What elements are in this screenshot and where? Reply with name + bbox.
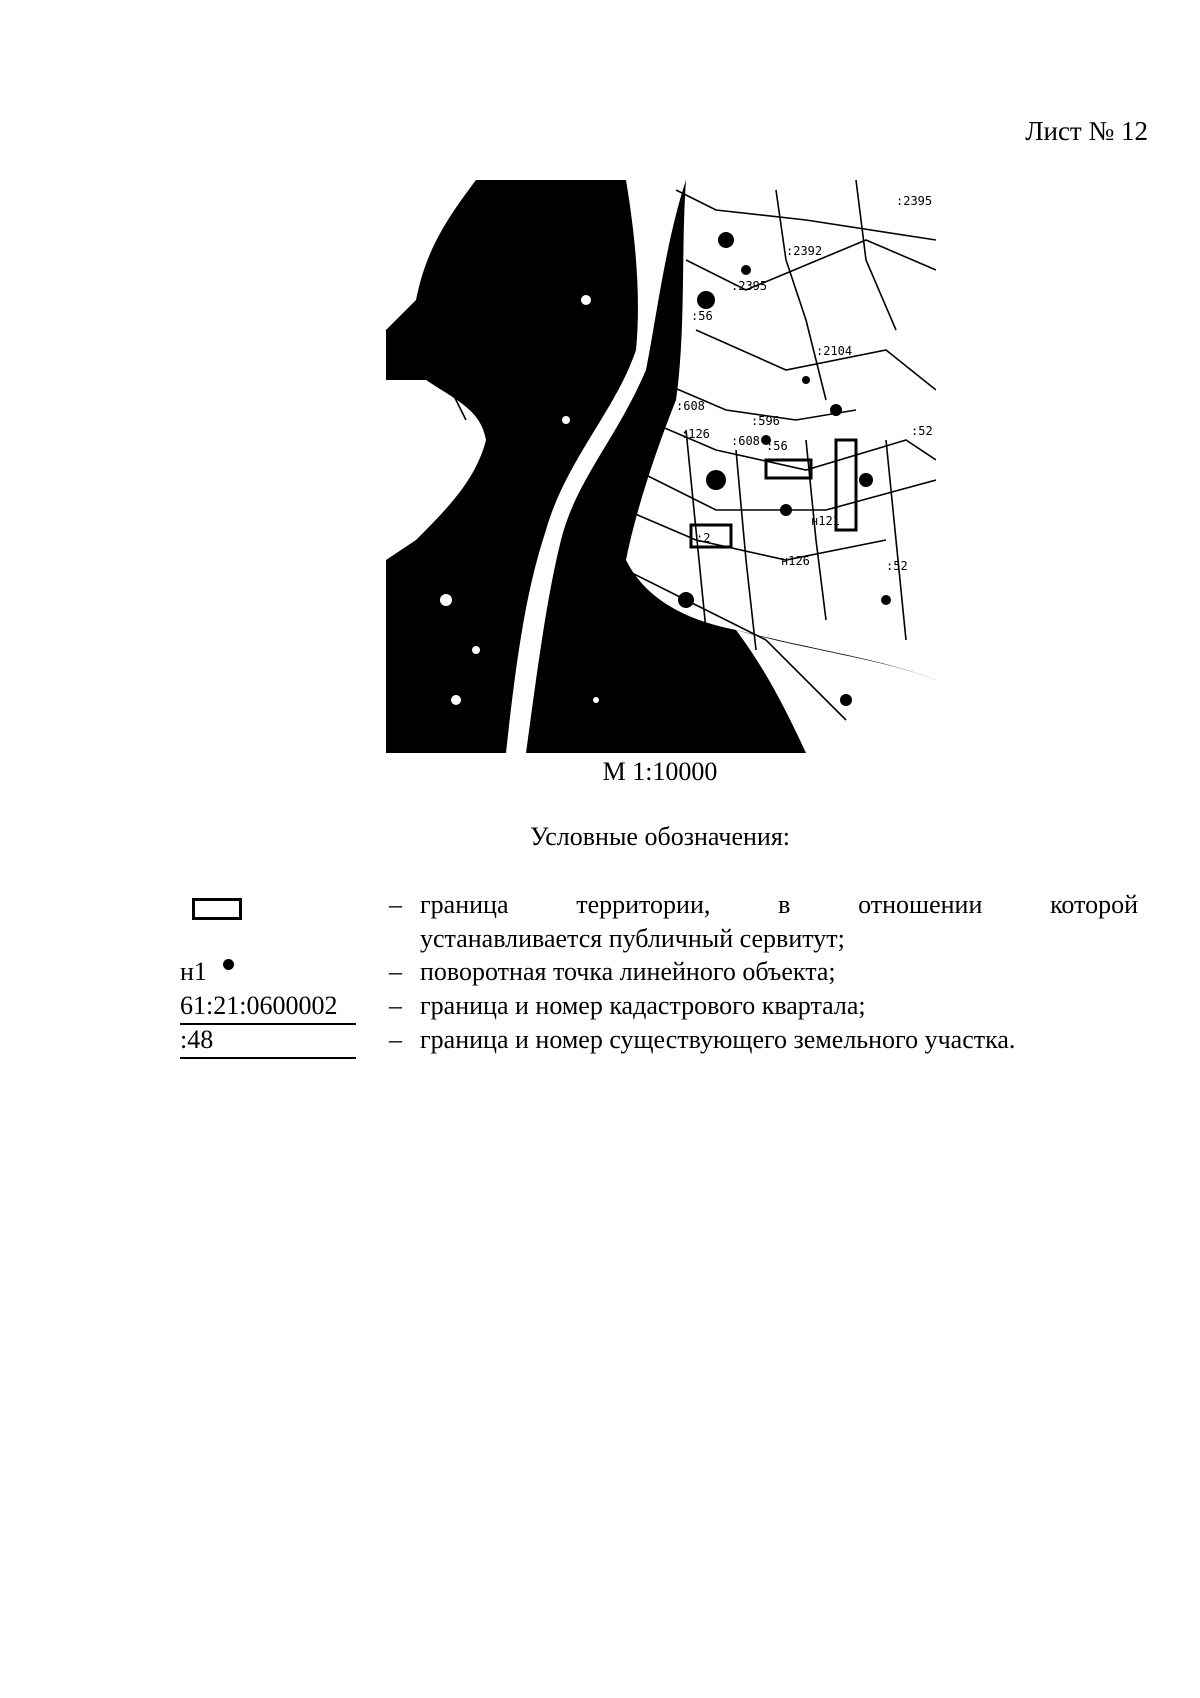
legend-desc-continued: устанавливается публичный сервитут; [420,924,845,953]
legend-dash: – [389,1025,402,1054]
map-label: н121 [811,514,840,528]
legend-desc: поворотная точка линейного объекта; [420,957,836,986]
legend-desc: граница и номер существующего земельного участка. [420,1025,1016,1054]
land-parcel-symbol: :48 [180,1023,356,1059]
legend-dash: – [389,991,402,1020]
point-dot-icon [223,959,234,970]
cadastral-map-image [386,180,936,753]
map-label: :2 [696,531,711,545]
sheet-number: Лист № 12 [1025,116,1148,146]
legend-dash: – [389,957,402,986]
legend-desc: граница территории, в отношении которой [420,890,1138,919]
map-label: :56 [691,309,713,323]
map-label: :596 [751,414,780,428]
servitude-boundary-symbol [192,898,242,920]
legend-title: Условные обозначения: [529,822,791,851]
map-label: н126 [781,554,810,568]
map-scale: М 1:10000 [602,757,718,786]
map-label: :608 [676,399,705,413]
cadastral-quarter-symbol: 61:21:0600002 [180,989,356,1025]
map-label: :2392 [786,244,823,258]
map-label: :52 [886,559,908,573]
turning-point-symbol [180,955,234,989]
legend-desc: граница и номер кадастрового квартала; [420,991,866,1020]
map-label: :2395 [731,279,768,293]
map-label: :126 [681,427,710,441]
turning-point-label: н1 [180,957,207,986]
map-label: :608 [731,434,760,448]
map-label: :56 [766,439,788,453]
map-label: :2104 [816,344,853,358]
map-label: :52 [911,424,933,438]
legend-dash: – [389,890,402,919]
map-label: :2395 [896,194,933,208]
